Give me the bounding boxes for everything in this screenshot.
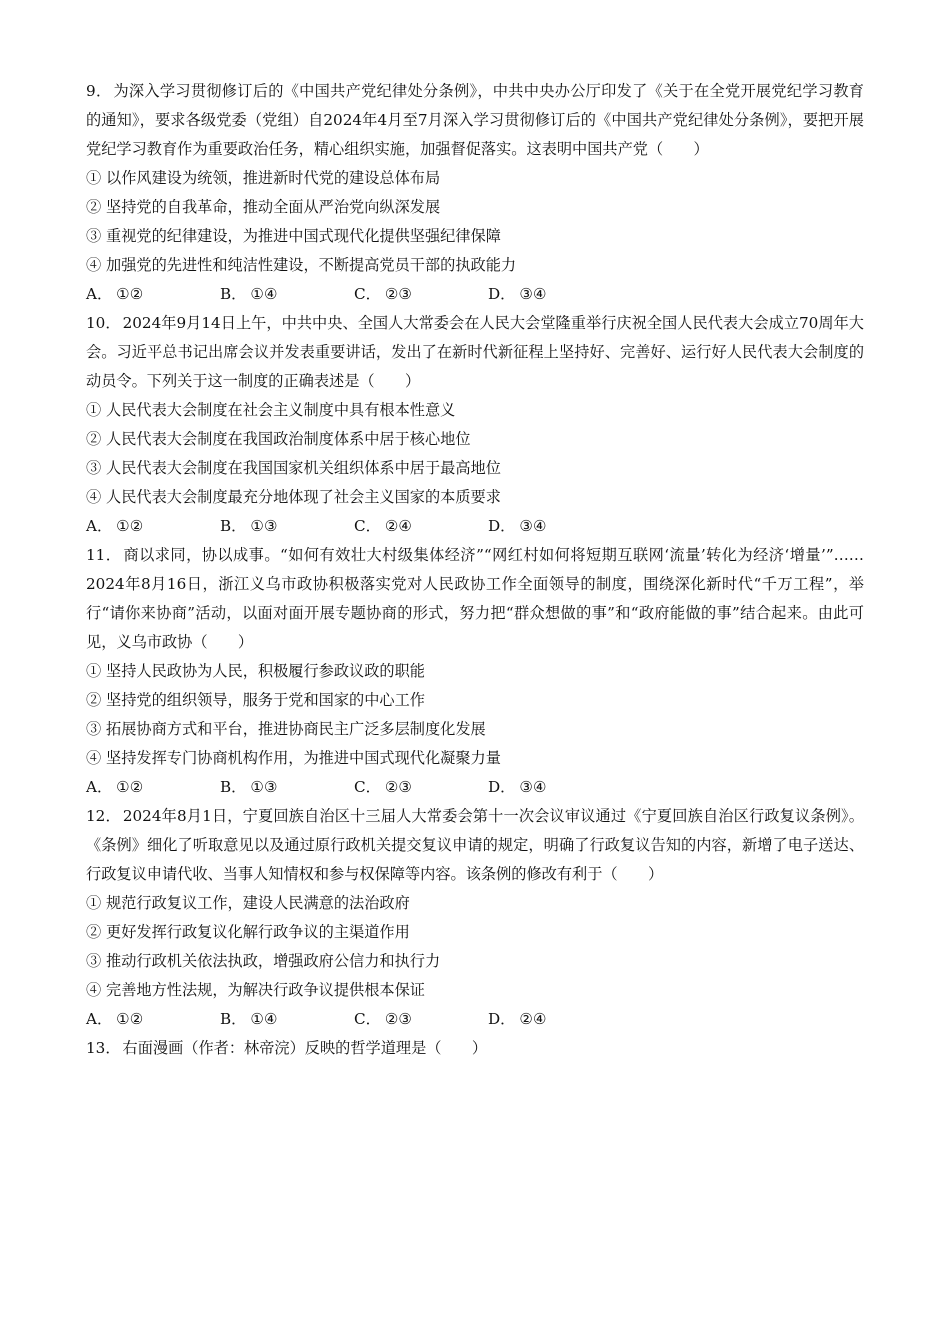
- answer-choices: [86, 1005, 864, 1034]
- question-13: [86, 1034, 864, 1063]
- question-text: 2024年9月14日上午，中共中央、全国人大常委会在人民大会堂隆重举行庆祝全国人民代表大会成立70周年大会。习近平总书记出席会议并发表重要讲话，发出了在新时代新征程上坚持好、完善好、运行好人民代表大会制度的动员令。下列关于这一制度的正确表述是（ ）: [86, 314, 864, 390]
- answer-choices: [86, 773, 864, 802]
- question-10: [86, 309, 864, 541]
- choice-a[interactable]: A． ①②: [86, 778, 144, 796]
- question-12: [86, 802, 864, 1034]
- exam-page: [86, 77, 864, 1063]
- option-statement: ③ 重视党的纪律建设，为推进中国式现代化提供坚强纪律保障: [86, 227, 501, 245]
- question-stem: [86, 77, 864, 164]
- choice-c[interactable]: C． ②③: [354, 285, 413, 303]
- option-statement: ① 以作风建设为统领，推进新时代党的建设总体布局: [86, 169, 441, 187]
- option-statement: ② 人民代表大会制度在我国政治制度体系中居于核心地位: [86, 430, 471, 448]
- choice-b[interactable]: B． ①④: [220, 285, 278, 303]
- option-statement: ③ 人民代表大会制度在我国国家机关组织体系中居于最高地位: [86, 459, 501, 477]
- question-text: 为深入学习贯彻修订后的《中国共产党纪律处分条例》，中共中央办公厅印发了《关于在全党开展党纪学习教育的通知》，要求各级党委（党组）自2024年4月至7月深入学习贯彻修订后的《中国共产党纪律处分条例》，要把开展党纪学习教育作为重要政治任务，精心组织实施，加强督促落实。这表明中国共产党（ ）: [86, 82, 864, 158]
- choice-c[interactable]: C． ②③: [354, 778, 413, 796]
- option-statement: ② 坚持党的自我革命，推动全面从严治党向纵深发展: [86, 198, 441, 216]
- option-statement: ② 更好发挥行政复议化解行政争议的主渠道作用: [86, 923, 410, 941]
- option-statement: ④ 完善地方性法规，为解决行政争议提供根本保证: [86, 981, 425, 999]
- choice-d[interactable]: D． ③④: [488, 517, 547, 535]
- question-stem: [86, 309, 864, 396]
- choice-d[interactable]: D． ②④: [488, 1010, 547, 1028]
- question-text: 商以求同，协以成事。“如何有效壮大村级集体经济”“网红村如何将短期互联网‘流量’转化为经济‘增量’”……2024年8月16日，浙江义乌市政协积极落实党对人民政协工作全面领导的制度，围绕深化新时代“千万工程”，举行“请你来协商”活动，以面对面开展专题协商的形式，努力把“群众想做的事”和“政府能做的事”结合起来。由此可见，义乌市政协（ ）: [86, 546, 864, 651]
- option-statement: ④ 坚持发挥专门协商机构作用，为推进中国式现代化凝聚力量: [86, 749, 501, 767]
- choice-a[interactable]: A． ①②: [86, 285, 144, 303]
- choice-b[interactable]: B． ①③: [220, 517, 278, 535]
- choice-d[interactable]: D． ③④: [488, 285, 547, 303]
- option-statement: ④ 加强党的先进性和纯洁性建设，不断提高党员干部的执政能力: [86, 256, 517, 274]
- choice-a[interactable]: A． ①②: [86, 517, 144, 535]
- answer-choices: [86, 512, 864, 541]
- choice-c[interactable]: C． ②④: [354, 517, 413, 535]
- option-statement: ③ 拓展协商方式和平台，推进协商民主广泛多层制度化发展: [86, 720, 486, 738]
- question-number: 9．: [86, 82, 112, 100]
- question-number: 12．: [86, 807, 121, 825]
- option-statement: ④ 人民代表大会制度最充分地体现了社会主义国家的本质要求: [86, 488, 501, 506]
- question-number: 10．: [86, 314, 121, 332]
- question-number: 13．: [86, 1039, 121, 1057]
- answer-choices: [86, 280, 864, 309]
- question-text: 右面漫画（作者：林帝浣）反映的哲学道理是（ ）: [122, 1039, 488, 1057]
- choice-b[interactable]: B． ①④: [220, 1010, 278, 1028]
- choice-b[interactable]: B． ①③: [220, 778, 278, 796]
- question-11: [86, 541, 864, 802]
- question-number: 11．: [86, 546, 122, 564]
- question-9: [86, 77, 864, 309]
- question-stem: [86, 802, 864, 889]
- option-statement: ① 人民代表大会制度在社会主义制度中具有根本性意义: [86, 401, 456, 419]
- choice-d[interactable]: D． ③④: [488, 778, 547, 796]
- option-statement: ① 坚持人民政协为人民，积极履行参政议政的职能: [86, 662, 425, 680]
- option-statement: ② 坚持党的组织领导，服务于党和国家的中心工作: [86, 691, 425, 709]
- option-statement: ③ 推动行政机关依法执政，增强政府公信力和执行力: [86, 952, 441, 970]
- choice-c[interactable]: C． ②③: [354, 1010, 413, 1028]
- choice-a[interactable]: A． ①②: [86, 1010, 144, 1028]
- question-stem: [86, 541, 864, 657]
- question-stem: [86, 1034, 864, 1063]
- option-statement: ① 规范行政复议工作，建设人民满意的法治政府: [86, 894, 410, 912]
- question-text: 2024年8月1日，宁夏回族自治区十三届人大常委会第十一次会议审议通过《宁夏回族自治区行政复议条例》。《条例》细化了听取意见以及通过原行政机关提交复议申请的规定，明确了行政复议告知的内容，新增了电子送达、行政复议申请代收、当事人知情权和参与权保障等内容。该条例的修改有利于（ ）: [86, 807, 864, 883]
